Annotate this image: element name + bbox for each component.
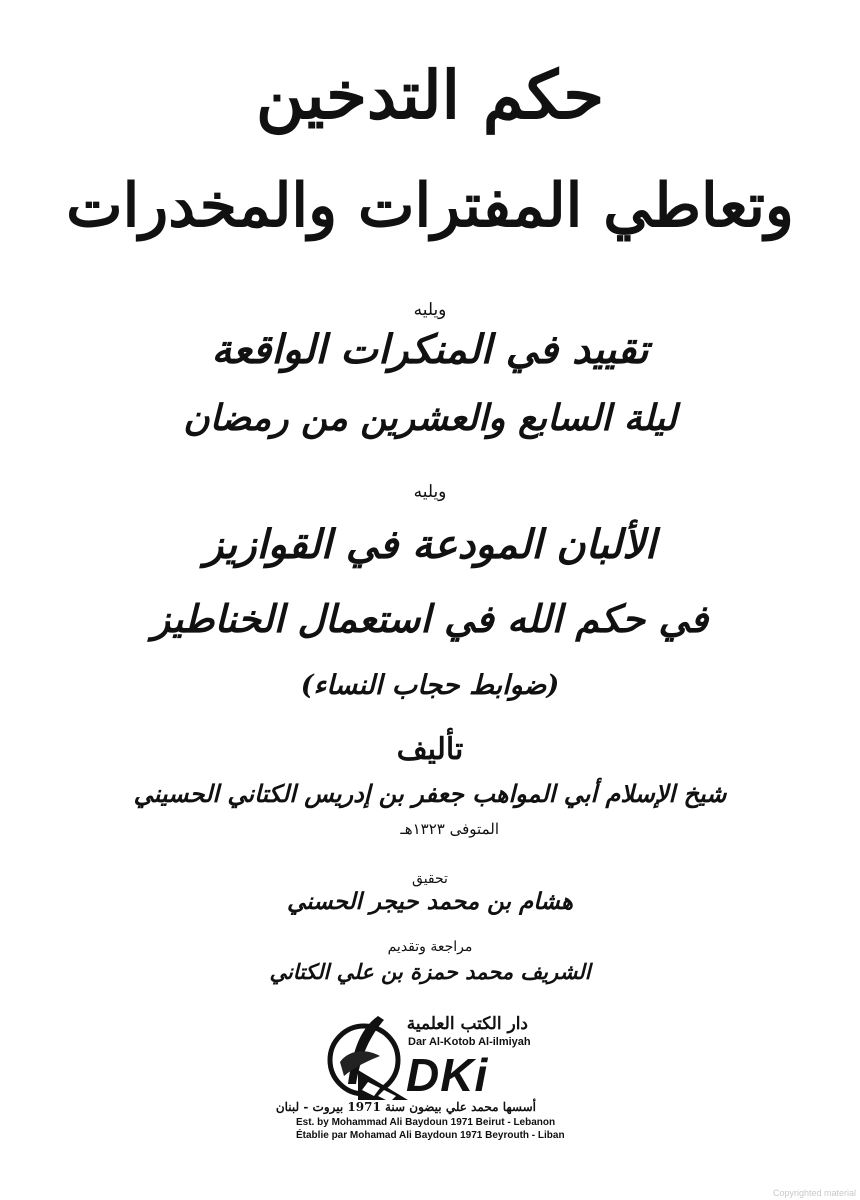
reviewer-name: الشريف محمد حمزة بن علي الكتاني	[269, 959, 591, 984]
review-label: مراجعة وتقديم	[387, 939, 473, 955]
second-title-line-1: تقييد في المنكرات الواقعة	[211, 326, 649, 373]
publisher-est-english: Est. by Mohammad Ali Baydoun 1971 Beirut - Lebanon	[296, 1117, 556, 1128]
tahqiq-label: تحقيق	[412, 871, 448, 887]
publisher-est-arabic: أسسها محمد علي بيضون سنة 1971 بيروت - لبنان	[275, 1100, 536, 1114]
copyright-watermark: Copyrighted material	[772, 1188, 856, 1198]
author-name: شيخ الإسلام أبي المواهب جعفر بن إدريس الكتاني الحسيني	[133, 779, 727, 808]
followed-by-label-2: ويليه	[413, 482, 447, 502]
third-title-line-3: (ضوابط حجاب النساء)	[300, 670, 560, 701]
main-title-line-2: وتعاطي المفترات والمخدرات	[66, 171, 794, 241]
author-label: تأليف	[396, 732, 464, 767]
feather-quill-emblem-icon	[318, 1010, 418, 1102]
main-title-line-1: حكم التدخين	[255, 56, 605, 134]
tahqiq-editor: هشام بن محمد حيجر الحسني	[287, 888, 573, 915]
publisher-est-french: Établie par Mohamad Ali Baydoun 1971 Beyrouth - Liban	[296, 1130, 565, 1141]
second-title-line-2: ليلة السابع والعشرين من رمضان	[183, 397, 677, 439]
publisher-name-english: Dar Al-Kotob Al-ilmiyah	[408, 1036, 531, 1048]
publisher-logo-text: DKi	[406, 1049, 489, 1101]
publisher-name-arabic: دار الكتب العلمية	[406, 1014, 528, 1034]
third-title-line-1: الألبان المودعة في القوازيز	[203, 521, 657, 568]
author-death-date: المتوفى ١٣٢٣هـ	[400, 820, 499, 838]
third-title-line-2: في حكم الله في استعمال الخناطيز	[151, 596, 709, 641]
followed-by-label-1: ويليه	[413, 300, 447, 320]
